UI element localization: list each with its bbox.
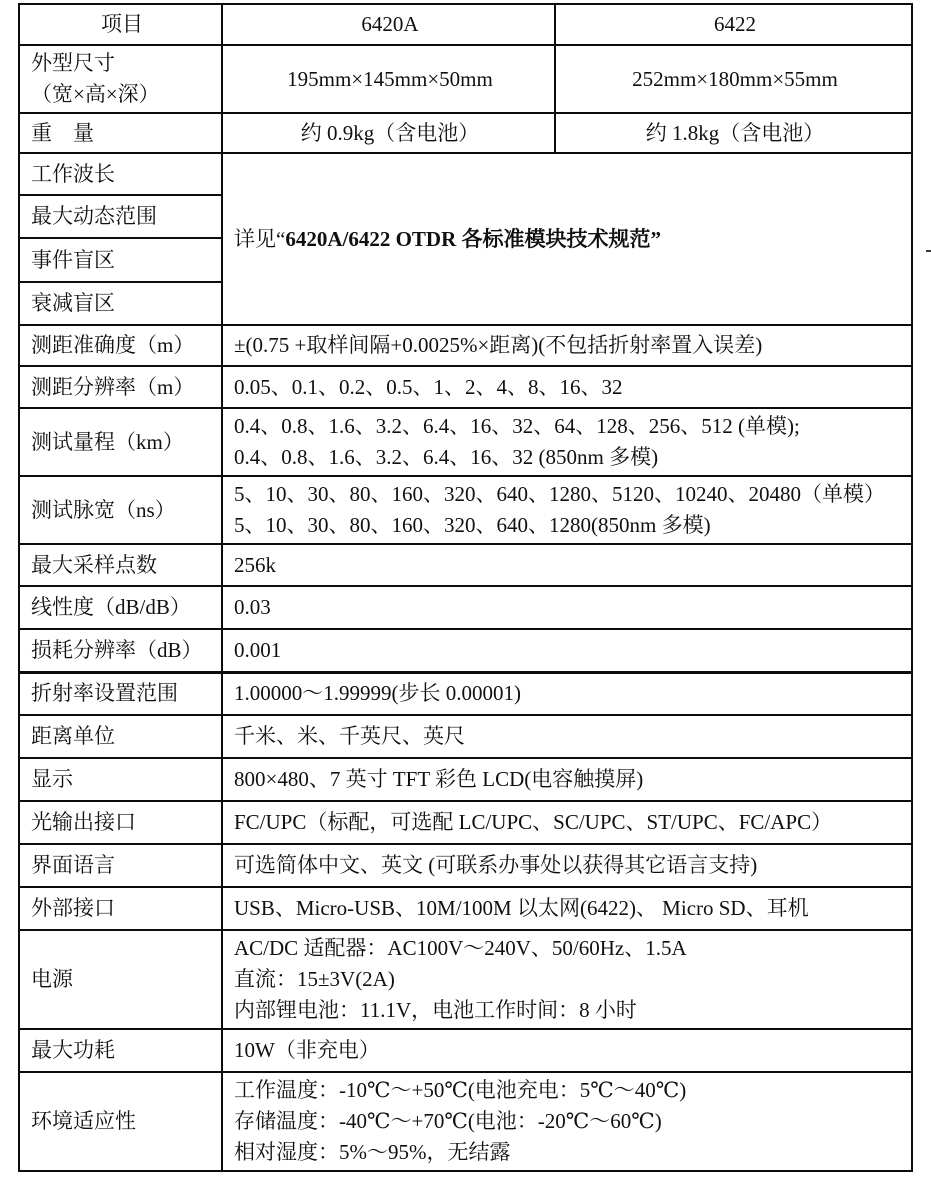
table-row-weight [19,113,912,153]
value-line: 10W（非充电） [234,1038,380,1062]
value-line: 800×480、7 英寸 TFT 彩色 LCD(电容触摸屏) [234,767,644,791]
row-value [222,544,912,586]
value-line: USB、Micro-USB、10M/100M 以太网(6422)、 Micro SD、耳机 [234,896,809,920]
row-value [222,325,912,366]
table-row-power-supply [19,930,912,1029]
row-value [222,801,912,844]
row-value [222,758,912,801]
row-value [222,1072,912,1171]
cell-module-spec-reference [222,153,912,325]
module-spec-title: 6420A/6422 OTDR 各标准模块技术规范” [285,226,661,251]
label-line: 外型尺寸 [31,51,115,75]
row-label-dynamic-range: 最大动态范围 [19,195,222,238]
row-label: 折射率设置范围 [19,672,222,715]
row-label: 界面语言 [19,844,222,887]
row-value [222,586,912,629]
value-line: 5、10、30、80、160、320、640、1280(850nm 多模) [234,513,711,537]
row-value [222,476,912,544]
label-line: （宽×高×深） [31,82,160,106]
table-header-row [19,4,912,45]
cell-weight-6420a: 约 0.9kg（含电池） [222,113,555,153]
row-value [222,844,912,887]
table-row-environmental-adaptability [19,1072,912,1171]
table-row-max-power-consumption [19,1029,912,1072]
table-row-dimensions [19,45,912,113]
value-line: 256k [234,552,276,577]
cell-dimensions-6422: 252mm×180mm×55mm [555,45,912,113]
row-label: 光输出接口 [19,801,222,844]
row-label: 测距准确度（m） [19,325,222,366]
row-value [222,887,912,930]
cell-weight-6422: 约 1.8kg（含电池） [555,113,912,153]
row-label: 最大功耗 [19,1029,222,1072]
header-cell-6420a: 6420A [222,4,555,45]
row-value [222,629,912,672]
value-line: 内部锂电池：11.1V，电池工作时间：8 小时 [234,998,637,1022]
value-line: 存储温度：-40℃～+70℃(电池：-20℃～60℃) [234,1109,662,1133]
header-cell-item: 项目 [19,4,222,45]
value-line: 1.00000～1.99999(步长 0.00001) [234,681,521,706]
value-line: 0.4、0.8、1.6、3.2、6.4、16、32 (850nm 多模) [234,445,659,469]
row-label: 显示 [19,758,222,801]
value-line: 0.4、0.8、1.6、3.2、6.4、16、32、64、128、256、512 (单模); [234,414,800,438]
row-label-event-deadzone: 事件盲区 [19,238,222,282]
header-cell-6422: 6422 [555,4,912,45]
cell-dimensions-6420a: 195mm×145mm×50mm [222,45,555,113]
value-line: 0.05、0.1、0.2、0.5、1、2、4、8、16、32 [234,374,623,399]
value-line: ±(0.75 +取样间隔+0.0025%×距离)(不包括折射率置入误差) [234,333,763,357]
row-label: 外部接口 [19,887,222,930]
row-label-attenuation-deadzone: 衰减盲区 [19,282,222,325]
row-value [222,672,912,715]
otdr-spec-table [18,3,913,1172]
value-line: FC/UPC（标配，可选配 LC/UPC、SC/UPC、ST/UPC、FC/APC） [234,810,833,834]
table-row-distance-resolution [19,366,912,408]
value-line: 直流：15±3V(2A) [234,967,395,991]
table-row-external-interfaces [19,887,912,930]
row-value [222,1029,912,1072]
table-row-distance-accuracy [19,325,912,366]
module-spec-prefix: 详见“ [234,226,286,251]
table-row-ui-language [19,844,912,887]
row-label: 损耗分辨率（dB） [19,629,222,672]
row-label: 测距分辨率（m） [19,366,222,408]
row-label: 距离单位 [19,715,222,758]
table-row-linearity [19,586,912,629]
table-row-wavelength [19,153,912,195]
value-line: 0.03 [234,595,271,619]
table-row-distance-units [19,715,912,758]
table-row-max-sampling-points [19,544,912,586]
value-line: 工作温度：-10℃～+50℃(电池充电：5℃～40℃) [234,1078,687,1102]
value-line: AC/DC 适配器：AC100V～240V、50/60Hz、1.5A [234,936,687,960]
table-row-test-range [19,408,912,476]
row-label-weight: 重 量 [19,113,222,153]
table-row-optical-output-port [19,801,912,844]
row-label: 线性度（dB/dB） [19,586,222,629]
row-label: 电源 [19,930,222,1029]
row-label: 环境适应性 [19,1072,222,1171]
row-value [222,408,912,476]
row-label: 最大采样点数 [19,544,222,586]
value-line: 0.001 [234,637,282,662]
row-label: 测试脉宽（ns） [19,476,222,544]
page-edge-artifact [926,250,931,252]
row-label-dimensions [19,45,222,113]
row-value [222,930,912,1029]
row-value [222,715,912,758]
table-row-loss-resolution [19,629,912,672]
value-line: 相对湿度：5%～95%，无结露 [234,1140,511,1164]
row-label: 测试量程（km） [19,408,222,476]
table-row-pulse-width [19,476,912,544]
table-row-refractive-index-range [19,672,912,715]
row-label-wavelength: 工作波长 [19,153,222,195]
value-line: 可选简体中文、英文 (可联系办事处以获得其它语言支持) [234,853,758,877]
value-line: 千米、米、千英尺、英尺 [234,724,465,748]
table-row-display [19,758,912,801]
value-line: 5、10、30、80、160、320、640、1280、5120、10240、20480（单模） [234,482,885,506]
row-value [222,366,912,408]
